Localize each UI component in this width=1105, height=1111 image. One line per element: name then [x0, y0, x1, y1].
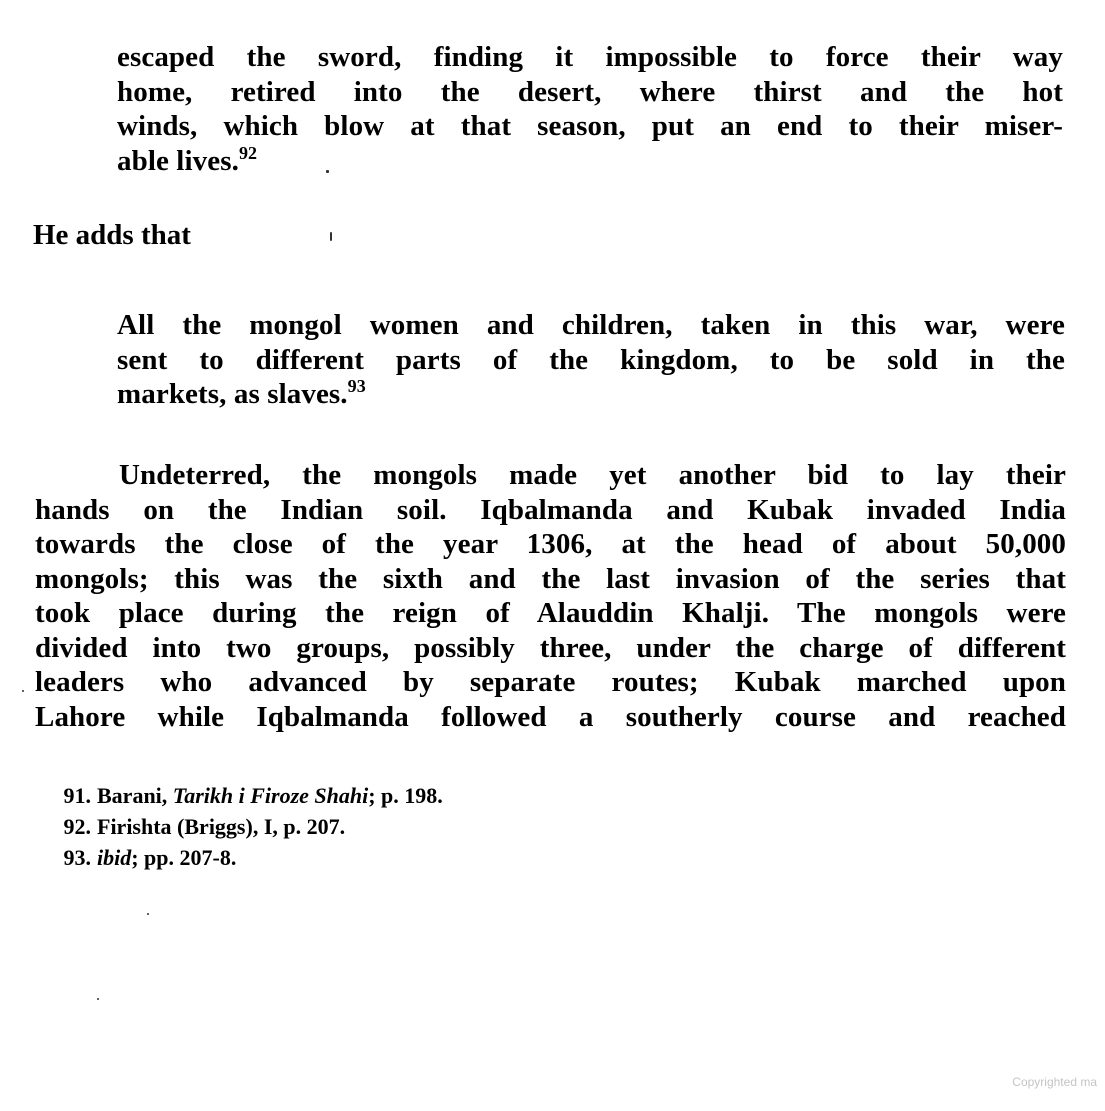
footnote-91 — [33, 780, 443, 811]
quote-line: home, retired into the desert, where thirst and the hot — [117, 75, 1063, 108]
body-line: Undeterred, the mongols made yet another bid to lay their — [119, 459, 1066, 491]
block-quote-2 — [117, 308, 1065, 412]
footnote-number: 92. — [63, 814, 91, 839]
copyright-watermark: Copyrighted ma — [1012, 1075, 1097, 1089]
footnote-93 — [33, 842, 443, 873]
footnote-number: 93. — [63, 845, 91, 870]
scan-speck — [330, 232, 332, 241]
body-line: took place during the reign of Alauddin Khalji. The mongols were — [35, 597, 1066, 629]
footnote-92 — [33, 811, 443, 842]
scan-speck — [326, 170, 329, 173]
lead-in-text: He adds that — [33, 219, 191, 251]
body-line: mongols; this was the sixth and the last invasion of the series that — [35, 562, 1066, 595]
body-paragraph — [35, 458, 1066, 734]
footnote-title: Tarikh i Firoze Shahi — [172, 783, 369, 808]
body-line: leaders who advanced by separate routes; Kubak marched upon — [35, 666, 1066, 698]
quote-line-last — [117, 377, 1065, 412]
quote-line: sent to different parts of the kingdom, to be sold in the — [117, 343, 1065, 376]
footnote-text: Firishta (Briggs), I, p. 207. — [97, 814, 346, 839]
footnote-text: ; p. 198. — [368, 783, 443, 808]
footnote-text: Barani, — [97, 783, 173, 808]
scan-speck — [97, 998, 99, 1000]
quote-line-text: able lives. — [117, 144, 239, 177]
body-line: towards the close of the year 1306, at the head of about 50,000 — [35, 528, 1066, 560]
block-quote-1 — [117, 40, 1063, 178]
scan-speck — [22, 690, 24, 692]
quote-line-text: markets, as slaves. — [117, 378, 348, 410]
footnote-text: ; pp. 207-8. — [131, 845, 237, 870]
quote-line: escaped the sword, finding it impossible to force their way — [117, 41, 1063, 73]
quote-line: winds, which blow at that season, put an end to their miser- — [117, 110, 1063, 142]
footnotes — [33, 780, 443, 873]
scan-speck — [147, 913, 149, 915]
body-line: divided into two groups, possibly three, under the charge of different — [35, 631, 1066, 664]
footnote-ref-93: 93 — [347, 376, 366, 396]
footnote-title: ibid — [97, 845, 132, 870]
quote-line-last — [117, 144, 1063, 179]
quote-line: All the mongol women and children, taken in this war, were — [117, 309, 1065, 341]
body-line: hands on the Indian soil. Iqbalmanda and Kubak invaded India — [35, 493, 1066, 526]
footnote-number: 91. — [63, 783, 91, 808]
footnote-ref-92: 92 — [238, 142, 258, 163]
body-line: Lahore while Iqbalmanda followed a southerly course and reached — [35, 700, 1066, 733]
